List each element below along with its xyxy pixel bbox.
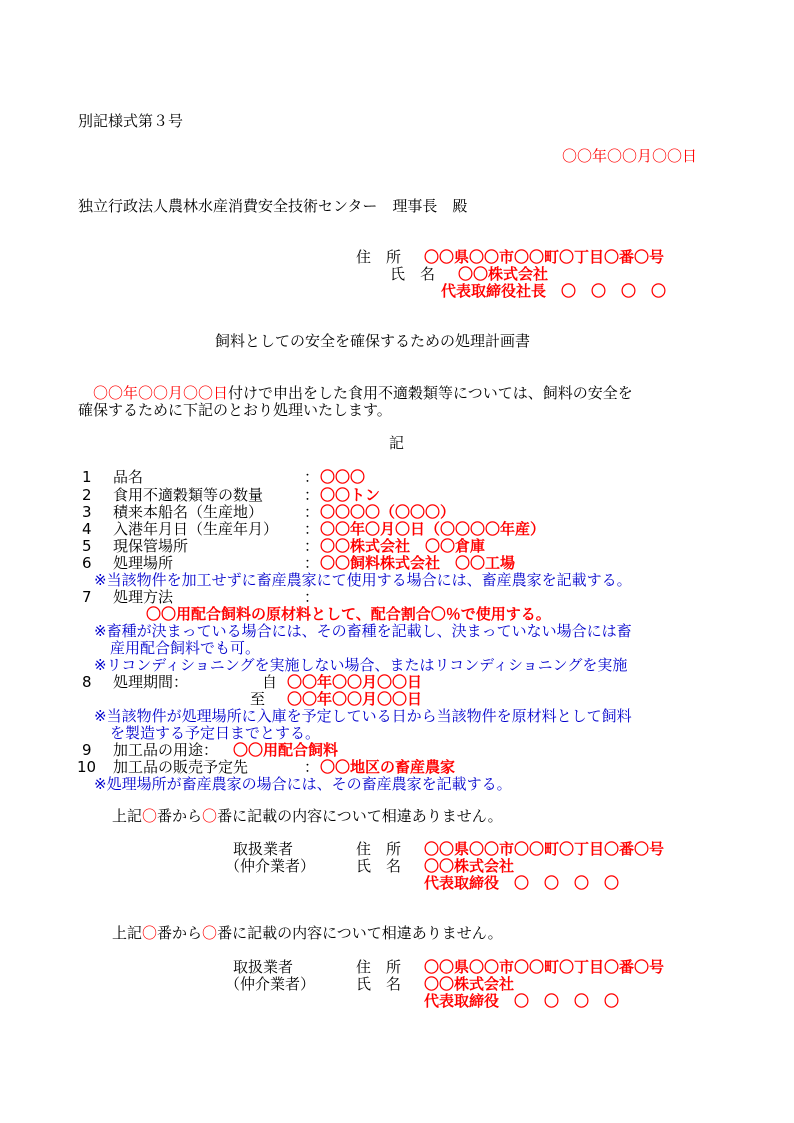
item8-from-value: 〇〇年〇〇月〇〇日 — [287, 673, 423, 691]
confirm1-representative: 代表取締役 〇 〇 〇 〇 — [424, 874, 620, 892]
applicant-address-label: 住 所 — [356, 248, 402, 266]
item7-note1-line2: 産用配合飼料でも可。 — [110, 639, 261, 657]
item8-num: 8 — [82, 673, 92, 691]
item9-label: 加工品の用途： — [113, 741, 219, 759]
item7-note1-line1: ※畜種が決まっている場合には、その畜種を記載し、決まっていない場合には畜 — [94, 622, 632, 640]
item3-colon: ： — [304, 503, 320, 521]
item6-label: 処理場所 — [113, 554, 174, 572]
item5-label: 現保管場所 — [113, 537, 189, 555]
item10-colon: ： — [304, 758, 320, 776]
item7-label: 処理方法 — [113, 588, 174, 606]
item2-label: 食用不適穀類等の数量 — [113, 486, 264, 504]
applicant-representative: 代表取締役社長 〇 〇 〇 〇 — [441, 282, 667, 300]
item1-colon: ： — [304, 468, 320, 486]
confirm1-broker: （仲介業者） — [225, 857, 316, 875]
item8-from-label: 自 — [262, 673, 278, 691]
item7-colon: ： — [304, 588, 320, 606]
item1-value: 〇〇〇 — [320, 468, 366, 486]
item4-colon: ： — [304, 520, 320, 538]
item9-num: 9 — [82, 741, 92, 759]
item10-value: 〇〇地区の畜産農家 — [320, 758, 456, 776]
item4-num: 4 — [82, 520, 92, 538]
document-date: 〇〇年〇〇月〇〇日 — [562, 147, 698, 165]
item7-num: 7 — [82, 588, 92, 606]
item8-note-line1: ※当該物件が処理場所に入庫を予定している日から当該物件を原材料として飼料 — [94, 707, 632, 725]
item5-value: 〇〇株式会社 〇〇倉庫 — [320, 537, 486, 555]
confirm2-name-label: 氏 名 — [356, 975, 402, 993]
applicant-address: 〇〇県〇〇市〇〇町〇丁目〇番〇号 — [424, 248, 665, 266]
confirm1-address: 〇〇県〇〇市〇〇町〇丁目〇番〇号 — [424, 840, 665, 858]
item2-colon: ： — [304, 486, 320, 504]
item4-value: 〇〇年〇月〇日（〇〇〇〇年産） — [320, 520, 546, 538]
item2-num: 2 — [82, 486, 92, 504]
item3-value: 〇〇〇〇（〇〇〇） — [320, 503, 456, 521]
applicant-name-label: 氏 名 — [390, 265, 436, 283]
item3-label: 積来本船名（生産地） — [113, 503, 264, 521]
confirm2-handler: 取扱業者 — [233, 958, 294, 976]
item1-label: 品名 — [113, 468, 144, 486]
confirm2-address: 〇〇県〇〇市〇〇町〇丁目〇番〇号 — [424, 958, 665, 976]
applicant-company: 〇〇株式会社 — [458, 265, 549, 283]
item6-note: ※当該物件を加工せずに畜産農家にて使用する場合には、畜産農家を記載する。 — [94, 571, 632, 589]
intro-line2: 確保するために下記のとおり処理いたします。 — [78, 401, 392, 419]
confirm2-statement: 上記〇番から〇番に記載の内容について相違ありません。 — [112, 924, 503, 942]
document-title: 飼料としての安全を確保するための処理計画書 — [215, 332, 531, 350]
addressee: 独立行政法人農林水産消費安全技術センター 理事長 殿 — [78, 197, 468, 215]
item8-to-label: 至 — [250, 690, 266, 708]
confirm1-address-label: 住 所 — [356, 840, 402, 858]
item7-value: 〇〇用配合飼料の原材料として、配合割合〇％で使用する。 — [146, 605, 551, 623]
item6-value: 〇〇飼料株式会社 〇〇工場 — [320, 554, 516, 572]
item5-colon: ： — [304, 537, 320, 555]
item1-num: 1 — [82, 468, 92, 486]
item2-value: 〇〇トン — [320, 486, 381, 504]
confirm1-company: 〇〇株式会社 — [424, 857, 515, 875]
confirm2-broker: （仲介業者） — [225, 975, 316, 993]
item6-colon: ： — [304, 554, 320, 572]
item10-note: ※処理場所が畜産農家の場合には、その畜産農家を記載する。 — [94, 775, 512, 793]
item8-note-line2: を製造する予定日までとする。 — [110, 724, 321, 742]
item8-to-value: 〇〇年〇〇月〇〇日 — [287, 690, 423, 708]
confirm1-handler: 取扱業者 — [233, 840, 294, 858]
confirm2-address-label: 住 所 — [356, 958, 402, 976]
form-number: 別記様式第３号 — [78, 112, 184, 130]
item8-label: 処理期間： — [113, 673, 189, 691]
confirm1-statement: 上記〇番から〇番に記載の内容について相違ありません。 — [112, 807, 503, 825]
item7-note2: ※リコンディショニングを実施しない場合、またはリコンディショニングを実施 — [94, 656, 628, 674]
confirm2-representative: 代表取締役 〇 〇 〇 〇 — [424, 992, 620, 1010]
item10-num: 10 — [77, 758, 97, 776]
confirm2-company: 〇〇株式会社 — [424, 975, 515, 993]
item5-num: 5 — [82, 537, 92, 555]
item9-value: 〇〇用配合飼料 — [233, 741, 339, 759]
intro-date: 〇〇年〇〇月〇〇日 — [93, 384, 229, 402]
item10-label: 加工品の販売予定先 — [113, 758, 249, 776]
item4-label: 入港年月日（生産年月） — [113, 520, 279, 538]
item6-num: 6 — [82, 554, 92, 572]
item3-num: 3 — [82, 503, 92, 521]
intro-line1: 〇〇年〇〇月〇〇日付けで申出をした食用不適穀類等については、飼料の安全を — [93, 384, 633, 402]
confirm1-name-label: 氏 名 — [356, 857, 402, 875]
ki-heading: 記 — [389, 434, 405, 452]
